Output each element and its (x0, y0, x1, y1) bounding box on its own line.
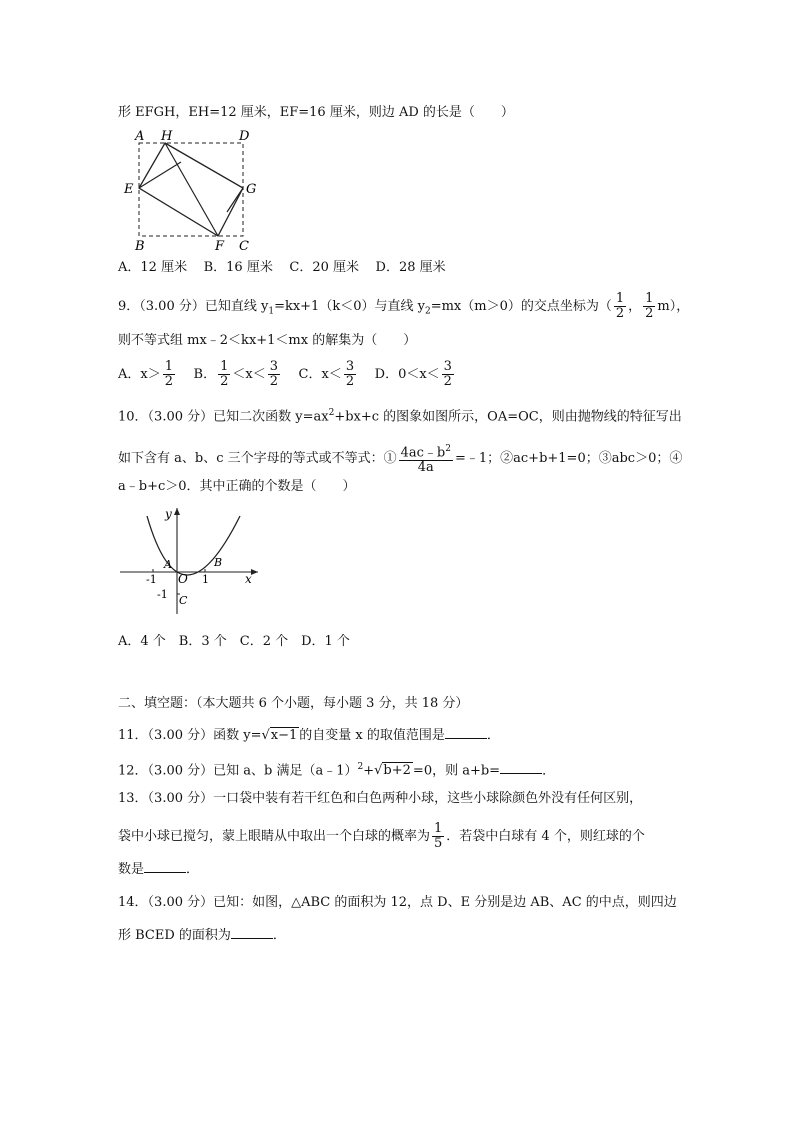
q10-options: A．4 个 B．3 个 C．2 个 D．1 个 (118, 634, 350, 649)
q12-answer-blank[interactable] (500, 761, 542, 774)
q10-line2 (118, 442, 682, 475)
q13-line1: 13．（3.00 分）一口袋中装有若干红色和白色两种小球，这些小球除颜色外没有任何区别， (118, 791, 643, 806)
q14-line2 (118, 926, 286, 946)
q10-text-b: +bx+c 的图象如图所示，OA=OC，则由抛物线的特征写出 (334, 409, 682, 425)
q13-text-c: 数是 (118, 862, 145, 877)
q10-fraction: $\frac{4ac﹣b^2}{4a}$ (400, 444, 451, 476)
graph-label-O: O (178, 572, 188, 586)
q9-comma: ， (628, 299, 642, 314)
q8-option-c: C．20 厘米 (289, 260, 359, 275)
q13-line2 (118, 822, 645, 851)
q14-end: ． (272, 928, 286, 943)
graph-tick-neg1-y: -1 (157, 588, 168, 601)
q11-answer-blank[interactable] (445, 726, 487, 739)
q11-sqrt: √x−1 (261, 728, 298, 743)
q8-option-b: B．16 厘米 (203, 260, 273, 275)
q12-text-b: =0，则 a+b= (412, 763, 501, 779)
q11-end: ． (486, 728, 500, 743)
q12-end: ． (542, 763, 556, 779)
q10-parabola-graph (118, 502, 263, 618)
graph-label-y: y (165, 507, 172, 521)
q10-line1 (118, 403, 682, 427)
q13-text-b: ．若袋中白球有 4 个，则红球的个 (446, 829, 645, 844)
q9-frac-y: $\frac{1}{2}$ (645, 291, 654, 321)
q13-fraction: $\frac{1}{5}$ (434, 821, 443, 851)
graph-label-B: B (214, 556, 223, 569)
q12-text-a: 12．（3.00 分）已知 a、b 满足（a﹣1） (118, 763, 358, 779)
q9-frac-x: $\frac{1}{2}$ (615, 291, 625, 321)
label-D: D (239, 129, 250, 144)
graph-tick-neg1-x: -1 (146, 573, 157, 586)
q12 (118, 757, 555, 781)
q14-line1: 14．（3.00 分）已知：如图，△ABC 的面积为 12，点 D、E 分别是边 AB、AC 的中点，则四边 (118, 895, 677, 910)
q13-answer-blank[interactable] (144, 860, 186, 873)
q13-text-a: 袋中小球已搅匀，蒙上眼睛从中取出一个白球的概率为 (118, 829, 431, 844)
q10-text-d: =﹣1；②ac+b+1=0；③abc＞0；④ (454, 451, 683, 467)
label-H: H (161, 129, 173, 144)
label-G: G (246, 182, 257, 197)
q12-sup: 2 (357, 762, 364, 772)
label-B: B (135, 239, 145, 254)
section-fill-in-title: 二、填空题：（本大题共 6 个小题，每小题 3 分，共 18 分） (118, 696, 469, 711)
q9-option-d: D．0＜x＜ $\frac{3}{2}$ (374, 359, 452, 389)
q13-line3 (118, 860, 199, 880)
q10-sup: 2 (328, 408, 335, 418)
label-F: F (215, 239, 225, 254)
label-A: A (135, 129, 145, 144)
q11 (118, 726, 500, 746)
q8-option-d: D．28 厘米 (375, 260, 446, 275)
q14-answer-blank[interactable] (231, 926, 273, 939)
q9-text-c: =mx（m＞0）的交点坐标为（ (430, 299, 612, 314)
q11-text-b: 的自变量 x 的取值范围是 (299, 728, 445, 743)
q11-text-a: 11．（3.00 分）函数 y= (118, 728, 262, 743)
q9-option-a: A．x＞ $\frac{1}{2}$ (118, 359, 174, 389)
q9-sub2: 2 (424, 306, 431, 317)
q8-rectangle-figure (115, 126, 265, 254)
q10-line3: a﹣b+c＞0．其中正确的个数是（ ） (118, 479, 356, 494)
q9-sub1: 1 (268, 306, 275, 317)
q8-options (118, 258, 446, 278)
q9-options (118, 360, 456, 389)
q9-text-b: =kx+1（k＜0）与直线 y (274, 299, 425, 314)
q8-stem: 形 EFGH，EH=12 厘米，EF=16 厘米，则边 AD 的长是（ ） (118, 105, 514, 120)
graph-label-x: x (245, 572, 252, 586)
q9-m: m）， (657, 299, 690, 314)
q12-plus: + (363, 763, 375, 779)
graph-label-A: A (164, 558, 172, 571)
q14-text-a: 形 BCED 的面积为 (118, 928, 231, 943)
q12-sqrt: √b+2 (374, 763, 411, 779)
q9-option-b: B． $\frac{1}{2}$ ＜x＜ $\frac{3}{2}$ (193, 359, 279, 389)
q9-line2: 则不等式组 mx﹣2＜kx+1＜mx 的解集为（ ） (118, 333, 417, 348)
graph-label-C: C (179, 594, 188, 607)
q10-text-a: 10．（3.00 分）已知二次函数 y=ax (118, 409, 329, 425)
graph-tick-1-x: 1 (202, 573, 209, 586)
q9-line1 (118, 292, 689, 322)
label-E: E (124, 182, 134, 197)
q13-end: ． (186, 862, 200, 877)
label-C: C (239, 239, 249, 254)
q8-option-a: A．12 厘米 (118, 260, 188, 275)
q9-option-c: C．x＜ $\frac{3}{2}$ (298, 359, 355, 389)
q9-text-a: 9．（3.00 分）已知直线 y (118, 299, 269, 314)
q10-text-c: 如下含有 a、b、c 三个字母的等式或不等式：① (118, 451, 397, 467)
